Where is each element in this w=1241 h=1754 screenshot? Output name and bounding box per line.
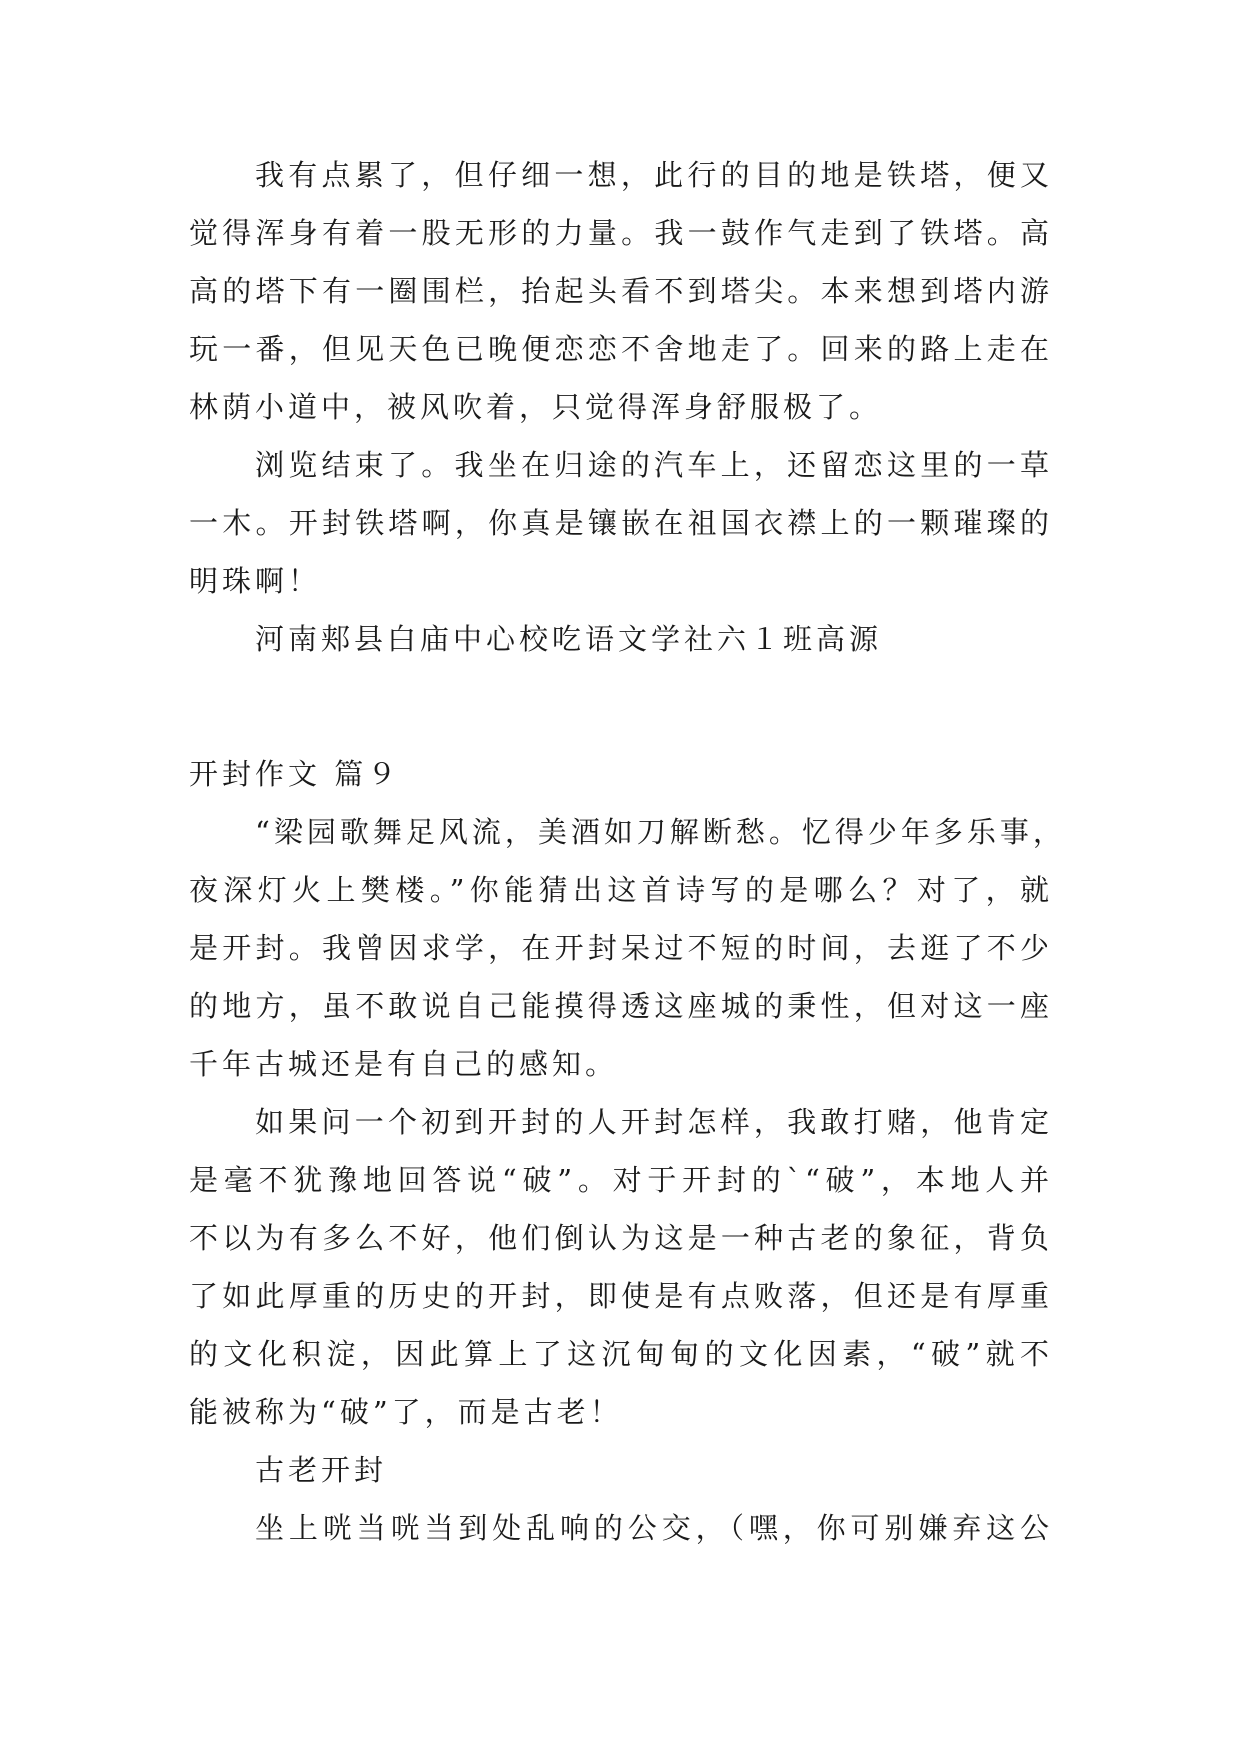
paragraph-line: 的文化积淀，因此算上了这沉甸甸的文化因素，“破”就不 [189,1337,1053,1371]
paragraph-line: 的地方，虽不敢说自己能摸得透这座城的秉性，但对这一座 [189,989,1053,1023]
paragraph-line: 林荫小道中，被风吹着，只觉得浑身舒服极了。 [189,390,883,424]
paragraph-line: 一木。开封铁塔啊，你真是镶嵌在祖国衣襟上的一颗璀璨的 [189,506,1053,540]
paragraph-line: 是开封。我曾因求学，在开封呆过不短的时间，去逛了不少 [189,931,1053,965]
paragraph-line: 能被称为“破”了，而是古老！ [189,1395,623,1429]
paragraph-line: 坐上咣当咣当到处乱响的公交，（嘿，你可别嫌弃这公 [255,1511,1053,1545]
paragraph-line: 我有点累了，但仔细一想，此行的目的地是铁塔，便又 [255,158,1053,192]
paragraph-line: “梁园歌舞足风流，美酒如刀解断愁。忆得少年多乐事， [255,815,1066,849]
section-heading: 开封作文 篇９ [189,757,401,791]
subheading: 古老开封 [255,1453,388,1487]
paragraph-line: 夜深灯火上樊楼。”你能猜出这首诗写的是哪么？对了，就 [189,873,1053,907]
paragraph-line: 明珠啊！ [189,564,322,598]
paragraph-line: 不以为有多么不好，他们倒认为这是一种古老的象征，背负 [189,1221,1053,1255]
paragraph-line: 高的塔下有一圈围栏，抬起头看不到塔尖。本来想到塔内游 [189,274,1053,308]
paragraph-line: 觉得浑身有着一股无形的力量。我一鼓作气走到了铁塔。高 [189,216,1053,250]
author-signature: 河南郏县白庙中心校吃语文学社六１班高源 [255,622,883,656]
paragraph-line: 浏览结束了。我坐在归途的汽车上，还留恋这里的一草 [255,448,1053,482]
paragraph-line: 如果问一个初到开封的人开封怎样，我敢打赌，他肯定 [255,1105,1053,1139]
paragraph-line: 玩一番，但见天色已晚便恋恋不舍地走了。回来的路上走在 [189,332,1053,366]
paragraph-line: 千年古城还是有自己的感知。 [189,1047,619,1081]
paragraph-line: 是毫不犹豫地回答说“破”。对于开封的`“破”，本地人并 [189,1163,1053,1197]
paragraph-line: 了如此厚重的历史的开封，即使是有点败落，但还是有厚重 [189,1279,1053,1313]
